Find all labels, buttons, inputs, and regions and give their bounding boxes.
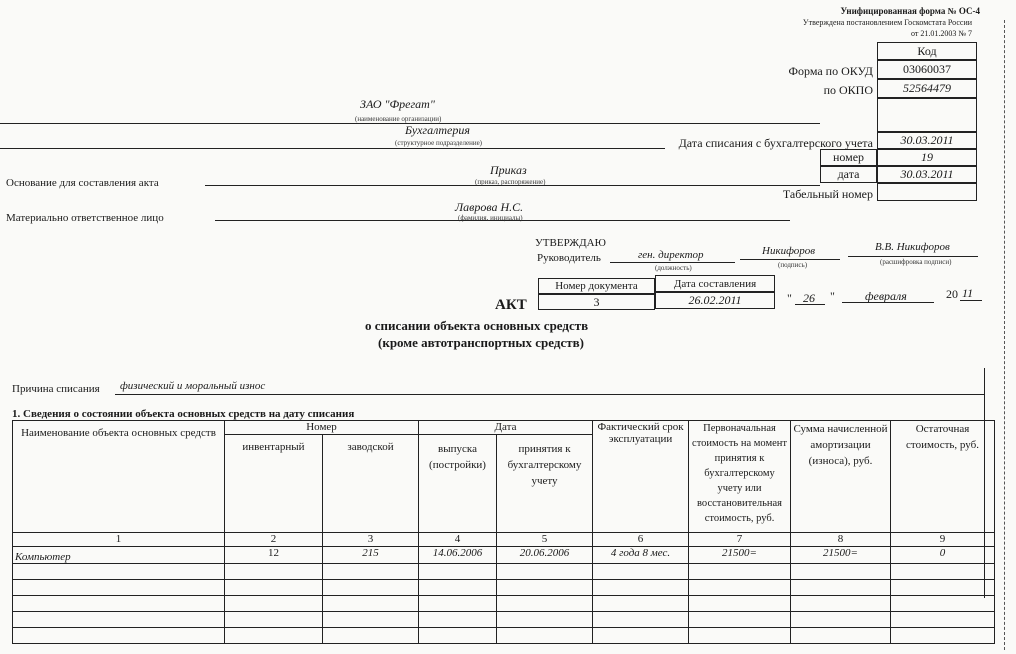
approved-text: Утверждена постановлением Госкомстата России bbox=[802, 18, 972, 27]
approve-decoding: В.В. Никифоров bbox=[875, 241, 950, 253]
act-subtitle-2: (кроме автотранспортных средств) bbox=[378, 335, 584, 350]
code-header: Код bbox=[877, 42, 977, 60]
row-inventory: 12 bbox=[225, 547, 323, 564]
row-name: Компьютер bbox=[13, 547, 225, 564]
okud-label: Форма по ОКУД bbox=[788, 64, 873, 78]
row-accept: 20.06.2006 bbox=[497, 547, 593, 564]
approved-date: от 21.01.2003 № 7 bbox=[910, 29, 972, 38]
date-value: 30.03.2011 bbox=[877, 166, 977, 183]
department: Бухгалтерия bbox=[405, 123, 470, 137]
col-date-header: Дата bbox=[419, 421, 593, 435]
col-number-header: Номер bbox=[225, 421, 419, 435]
okpo-label: по ОКПО bbox=[823, 83, 873, 97]
table-row bbox=[13, 612, 995, 628]
col-factory-header: заводской bbox=[323, 435, 419, 533]
table-row bbox=[13, 580, 995, 596]
col-amort-header: Сумма начисленной амортизации (износа), руб. bbox=[791, 421, 891, 533]
number-value: 19 bbox=[877, 149, 977, 166]
quote-open: " bbox=[787, 291, 792, 305]
col-name-header: Наименование объекта основных средств bbox=[13, 421, 225, 533]
org-name: ЗАО "Фрегат" bbox=[360, 97, 435, 111]
approve-signature: Никифоров bbox=[762, 245, 816, 257]
doc-date-value: 26.02.2011 bbox=[655, 292, 775, 309]
act-title: АКТ bbox=[495, 297, 527, 313]
col-residual-header: Остаточная стоимость, руб. bbox=[891, 421, 995, 533]
perforation-line bbox=[1004, 20, 1005, 650]
doc-num-header: Номер документа bbox=[538, 278, 655, 294]
section-title: 1. Сведения о состоянии объекта основных средств на дату списания bbox=[12, 408, 355, 420]
department-caption: (структурное подразделение) bbox=[395, 139, 483, 147]
col-num: 7 bbox=[689, 533, 791, 547]
table-row bbox=[13, 547, 995, 564]
okpo-value: 52564479 bbox=[877, 79, 977, 98]
col-num: 3 bbox=[323, 533, 419, 547]
tab-number-label: Табельный номер bbox=[782, 187, 873, 201]
act-subtitle-1: о списании объекта основных средств bbox=[365, 318, 589, 333]
approve-position-caption: (должность) bbox=[655, 264, 692, 272]
writeoff-date-label: Дата списания с бухгалтерского учета bbox=[678, 136, 873, 150]
col-num: 2 bbox=[225, 533, 323, 547]
act-year-prefix: 20 bbox=[946, 287, 958, 301]
col-num: 1 bbox=[13, 533, 225, 547]
col-initial-cost-header: Первоначальная стоимость на момент принятия к бухгалтерскому учету или восстановительная стоимость, руб. bbox=[689, 421, 791, 533]
doc-num-value: 3 bbox=[538, 294, 655, 310]
approve-signature-caption: (подпись) bbox=[778, 261, 808, 269]
org-name-caption: (наименование организации) bbox=[355, 115, 442, 123]
writeoff-date-value: 30.03.2011 bbox=[877, 132, 977, 149]
row-amort: 21500= bbox=[791, 547, 891, 564]
responsible-value: Лаврова Н.С. bbox=[455, 200, 524, 214]
row-initial-cost: 21500= bbox=[689, 547, 791, 564]
basis-label: Основание для составления акта bbox=[6, 177, 159, 189]
okud-value: 03060037 bbox=[877, 60, 977, 79]
col-num: 8 bbox=[791, 533, 891, 547]
basis-value: Приказ bbox=[490, 163, 527, 177]
reason-label: Причина списания bbox=[12, 383, 100, 395]
row-release: 14.06.2006 bbox=[419, 547, 497, 564]
row-factory: 215 bbox=[323, 547, 419, 564]
responsible-label: Материально ответственное лицо bbox=[6, 212, 164, 224]
act-month: февраля bbox=[865, 289, 907, 303]
col-accept-header: принятия к бухгалтерскому учету bbox=[497, 435, 593, 533]
approve-title: УТВЕРЖДАЮ bbox=[535, 237, 606, 249]
table-row bbox=[13, 564, 995, 580]
responsible-caption: (фамилия, инициалы) bbox=[458, 214, 523, 222]
reason-value: физический и моральный износ bbox=[120, 380, 266, 392]
col-num: 4 bbox=[419, 533, 497, 547]
row-term: 4 года 8 мес. bbox=[593, 547, 689, 564]
basis-caption: (приказ, распоряжение) bbox=[475, 178, 546, 186]
form-title: Унифицированная форма № ОС-4 bbox=[840, 6, 980, 16]
act-day: 26 bbox=[803, 291, 815, 305]
row-residual: 0 bbox=[891, 547, 995, 564]
column-number-row bbox=[13, 533, 995, 547]
table-row bbox=[13, 628, 995, 644]
assets-table bbox=[12, 420, 995, 644]
act-year-suffix: 11 bbox=[962, 286, 974, 300]
quote-close: " bbox=[830, 289, 835, 303]
table-row bbox=[13, 596, 995, 612]
code-empty-1 bbox=[877, 98, 977, 132]
col-num: 5 bbox=[497, 533, 593, 547]
col-release-header: выпуска (постройки) bbox=[419, 435, 497, 533]
col-num: 9 bbox=[891, 533, 995, 547]
doc-date-header: Дата составления bbox=[655, 275, 775, 292]
approve-position: ген. директор bbox=[638, 249, 704, 261]
approve-head-label: Руководитель bbox=[537, 252, 601, 264]
number-label: номер bbox=[820, 149, 877, 166]
col-inventory-header: инвентарный bbox=[225, 435, 323, 533]
approve-decoding-caption: (расшифровка подписи) bbox=[880, 258, 952, 266]
col-actual-term-header: Фактический срок эксплуатации bbox=[593, 421, 689, 533]
date-label: дата bbox=[820, 166, 877, 183]
col-num: 6 bbox=[593, 533, 689, 547]
tab-number-value bbox=[877, 183, 977, 201]
